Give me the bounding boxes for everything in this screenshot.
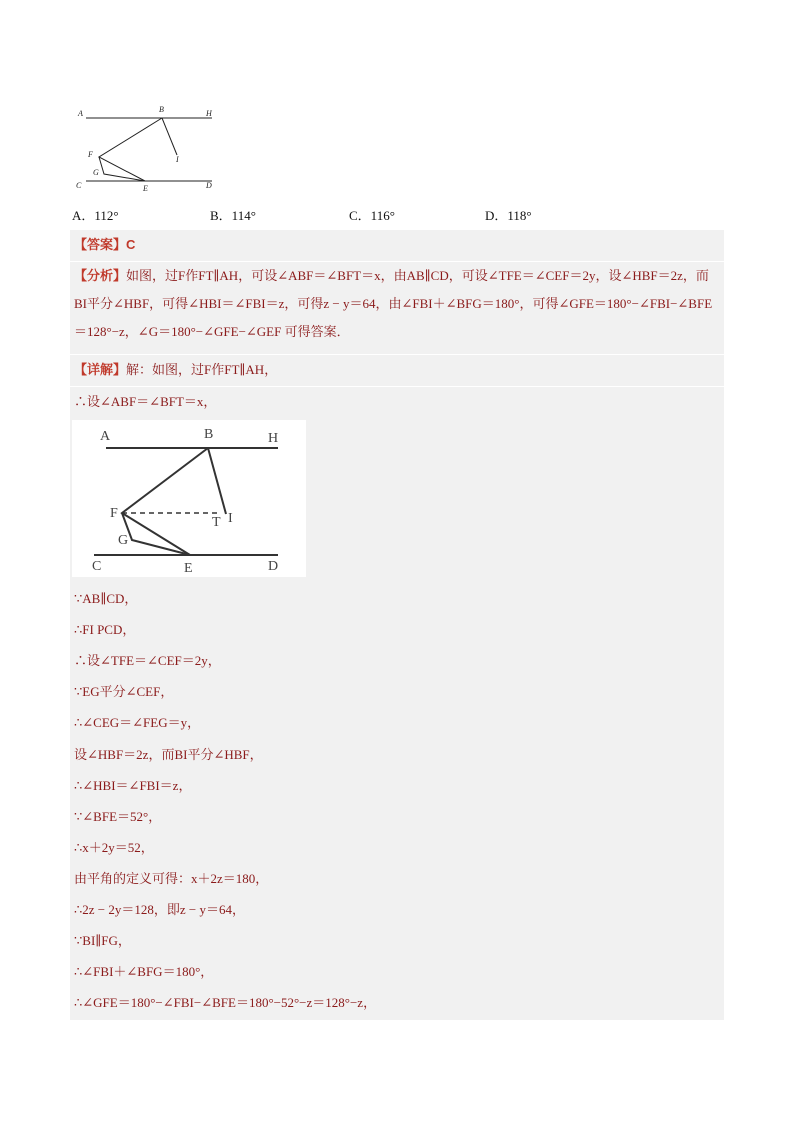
- step-line: ∴∠FBI＋∠BFG＝180°，: [74, 964, 214, 979]
- fig1-label-f: F: [88, 150, 93, 159]
- option-d-letter: D．: [485, 208, 508, 223]
- option-c: [349, 205, 395, 224]
- step-line: 设∠HBF＝2z，而BI平分∠HBF，: [74, 747, 263, 762]
- fig2-label-d: D: [268, 559, 279, 574]
- answer-tag: 【答案】: [74, 237, 127, 252]
- segment-bfe: [122, 448, 208, 555]
- step-line: ∴FI PCD，: [74, 622, 136, 637]
- fig1-label-e: E: [143, 184, 148, 193]
- option-b-value: 114°: [231, 208, 256, 223]
- geometry-figure-problem: [72, 100, 222, 195]
- step-line: ∴2z − 2y＝128，即z − y＝64，: [74, 902, 245, 917]
- step-line: ∴设∠ABF＝∠BFT＝x，: [74, 394, 217, 409]
- segment-bfe: [99, 118, 162, 181]
- step-line: ∴∠HBI＝∠FBI＝z，: [74, 778, 192, 793]
- option-c-value: 116°: [370, 208, 395, 223]
- geometry-figure-solution: [72, 420, 306, 577]
- option-a-letter: A．: [72, 208, 95, 223]
- detail-tag: 【详解】: [74, 362, 127, 377]
- analysis-block: [74, 262, 718, 354]
- step-line: ∵EG平分∠CEF，: [74, 684, 174, 699]
- option-d: [485, 205, 532, 224]
- fig2-label-t: T: [212, 515, 221, 530]
- fig2-label-i: I: [228, 511, 233, 526]
- fig1-label-c: C: [76, 181, 82, 190]
- answer-line: [74, 230, 135, 260]
- option-a: [72, 205, 119, 224]
- fig2-label-e: E: [184, 561, 193, 576]
- analysis-tag: 【分析】: [74, 268, 127, 283]
- fig1-label-i: I: [176, 155, 179, 164]
- fig2-label-f: F: [110, 506, 118, 521]
- option-c-letter: C．: [349, 208, 371, 223]
- option-b-letter: B．: [210, 208, 232, 223]
- segment-bi: [162, 118, 177, 155]
- detail-line: [74, 355, 277, 385]
- analysis-text: 如图，过F作FT∥AH，可设∠ABF＝∠BFT＝x，由AB∥CD，可设∠TFE＝∠CEF＝2y，设∠HBF＝2z，而BI平分∠HBF，可得∠HBI＝∠FBI＝z，可得z − y＝64，由∠FBI＋∠BFG＝180°，可得∠GFE＝180°−∠FBI−∠BFE＝128°−z，∠G＝180°−∠GFE−∠GEF 可得答案．: [74, 268, 713, 339]
- fig2-label-c: C: [92, 559, 102, 574]
- fig1-label-h: H: [206, 109, 212, 118]
- fig1-label-b: B: [159, 105, 164, 114]
- option-d-value: 118°: [507, 208, 532, 223]
- segment-bi: [208, 448, 226, 514]
- fig2-label-a: A: [100, 429, 111, 444]
- fig2-label-g: G: [118, 533, 129, 548]
- fig2-label-b: B: [204, 427, 214, 442]
- step-line: ∵BI∥FG，: [74, 933, 131, 948]
- fig1-label-g: G: [93, 168, 99, 177]
- step-line: ∴设∠TFE＝∠CEF＝2y，: [74, 653, 221, 668]
- option-b: [210, 205, 256, 224]
- answer-value: C: [126, 237, 136, 252]
- step-line: 由平角的定义可得：x＋2z＝180，: [74, 871, 269, 886]
- step-line: ∴∠GFE＝180°−∠FBI−∠BFE＝180°−52°−z＝128°−z，: [74, 995, 377, 1010]
- fig2-label-h: H: [268, 431, 279, 446]
- step-line: ∴∠CEG＝∠FEG＝y，: [74, 715, 201, 730]
- step-line: ∴x＋2y＝52，: [74, 840, 154, 855]
- answer-options: [72, 205, 722, 225]
- fig1-label-a: A: [78, 109, 83, 118]
- step-line: ∵∠BFE＝52°，: [74, 809, 162, 824]
- step-line: ∵AB∥CD，: [74, 591, 138, 606]
- detail-text: 解：如图，过F作FT∥AH，: [126, 362, 278, 377]
- option-a-value: 112°: [94, 208, 119, 223]
- fig1-label-d: D: [206, 181, 212, 190]
